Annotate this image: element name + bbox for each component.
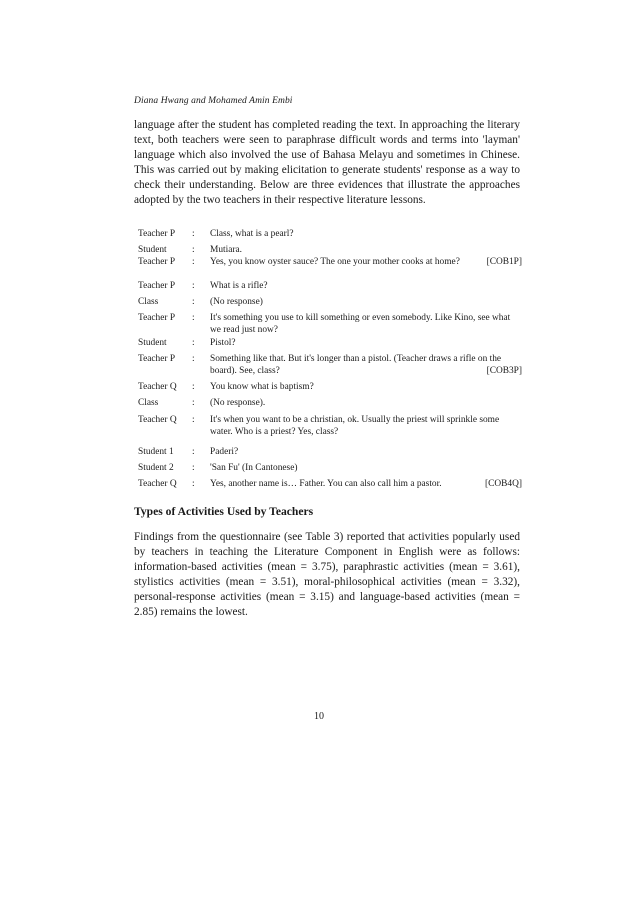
utterance-text: It's when you want to be a christian, ok. Usually the priest will sprinkle some water. Who is a priest? Yes, class? [210,415,500,437]
speaker-label: Teacher P [138,257,176,267]
utterance-text: Paderi? [210,447,239,457]
utterance-text: (No response) [210,297,263,307]
intro-paragraph: language after the student has completed reading the text. In approaching the literary text, both teachers were seen to paraphrase difficult words and terms into 'layman' language which also involved the use of Bahasa Melayu and sometimes in Chinese. This was carried out by making elicitation to generate students' response as a way to check their understanding. Below are three evidences that illustrate the approaches adopted by the two teachers in their respective literature lessons. [134,119,520,207]
separator-colon: : [192,398,195,408]
utterance-text: Yes, another name is… Father. You can also call him a pastor. [210,479,442,489]
speaker-label: Class [138,398,159,408]
separator-colon: : [192,447,195,457]
utterance-text: 'San Fu' (In Cantonese) [210,463,298,473]
speaker-label: Student 2 [138,463,174,473]
page-number: 10 [314,711,324,722]
utterance-text: What is a rifle? [210,281,268,291]
findings-paragraph: Findings from the questionnaire (see Table 3) reported that activities popularly used by teachers in teaching the Literature Component in English were as follows: information-based activities (mean = 3.75), paraphrastic activities (mean = 3.61), stylistics activities (mean = 3.51), moral-philosophical activities (mean = 3.32), personal-response activities (mean = 3.15) and language-based activities (mean = 2.85) remains the lowest. [134,531,520,619]
separator-colon: : [192,245,195,255]
speaker-label: Teacher P [138,354,176,364]
speaker-label: Teacher P [138,313,176,323]
separator-colon: : [192,229,195,239]
separator-colon: : [192,338,195,348]
separator-colon: : [192,463,195,473]
utterance-text: Something like that. But it's longer than a pistol. (Teacher draws a rifle on the board). See, class? [210,354,502,376]
observation-code: [COB4Q] [485,479,522,489]
speaker-label: Class [138,297,159,307]
separator-colon: : [192,313,195,323]
separator-colon: : [192,415,195,425]
separator-colon: : [192,297,195,307]
speaker-label: Teacher Q [138,479,177,489]
observation-code: [COB3P] [486,366,522,376]
speaker-label: Teacher Q [138,415,177,425]
utterance-text: It's something you use to kill something or even somebody. Like Kino, see what we read just now? [210,313,511,335]
section-heading: Types of Activities Used by Teachers [134,505,314,518]
separator-colon: : [192,257,195,267]
separator-colon: : [192,354,195,364]
utterance-text: Class, what is a pearl? [210,229,294,239]
separator-colon: : [192,281,195,291]
speaker-label: Student [138,338,167,348]
separator-colon: : [192,382,195,392]
separator-colon: : [192,479,195,489]
utterance-text: You know what is baptism? [210,382,314,392]
speaker-label: Student 1 [138,447,174,457]
observation-code: [COB1P] [486,257,522,267]
utterance-text: Pistol? [210,338,236,348]
speaker-label: Student [138,245,167,255]
utterance-text: (No response). [210,398,266,408]
speaker-label: Teacher Q [138,382,177,392]
utterance-text: Mutiara. [210,245,243,255]
utterance-text: Yes, you know oyster sauce? The one your mother cooks at home? [210,257,460,267]
speaker-label: Teacher P [138,229,176,239]
running-head: Diana Hwang and Mohamed Amin Embi [134,96,293,106]
speaker-label: Teacher P [138,281,176,291]
